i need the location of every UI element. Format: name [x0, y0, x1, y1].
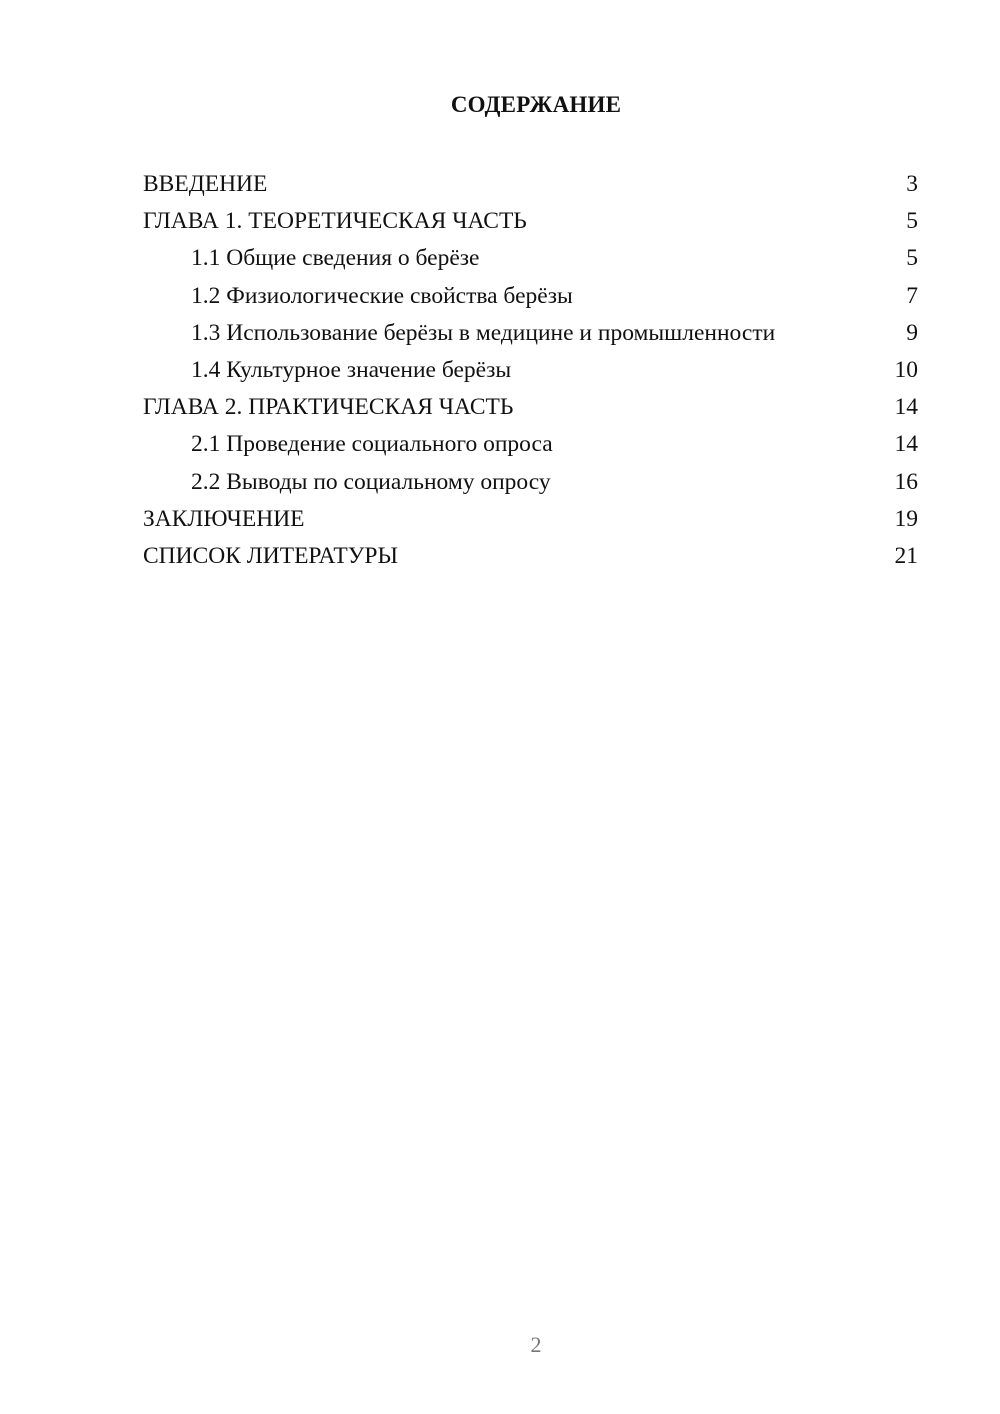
toc-entry-label: ГЛАВА 1. ТЕОРЕТИЧЕСКАЯ ЧАСТЬ [143, 208, 527, 235]
toc-entry-label: 1.2 Физиологические свойства берёзы [191, 282, 573, 309]
toc-entry-page: 21 [894, 542, 918, 569]
toc-entry-page: 14 [894, 431, 918, 458]
toc-entry-chapter-1[interactable] [143, 203, 918, 240]
toc-entry-label: СПИСОК ЛИТЕРАТУРЫ [143, 542, 398, 569]
toc-entry-label: 1.1 Общие сведения о берёзе [191, 245, 480, 272]
toc-entry-page: 3 [906, 171, 918, 198]
toc-entry-section-1-4[interactable] [143, 352, 918, 389]
toc-entry-section-2-1[interactable] [143, 426, 918, 463]
toc-entry-label: 2.1 Проведение социального опроса [191, 431, 553, 458]
toc-entry-section-1-2[interactable] [143, 278, 918, 315]
page-title: СОДЕРЖАНИЕ [450, 92, 622, 117]
page-number: 2 [530, 1332, 542, 1357]
toc-entry-page: 5 [906, 245, 918, 272]
toc-entry-section-2-2[interactable] [143, 464, 918, 501]
toc-entry-page: 10 [894, 357, 918, 384]
toc-entry-section-1-3[interactable] [143, 315, 918, 352]
table-of-contents [143, 166, 918, 575]
toc-entry-label: ЗАКЛЮЧЕНИЕ [143, 505, 305, 532]
toc-entry-label: ВВЕДЕНИЕ [143, 171, 268, 198]
toc-entry-chapter-2[interactable] [143, 389, 918, 426]
toc-entry-section-1-1[interactable] [143, 240, 918, 277]
toc-entry-label: ГЛАВА 2. ПРАКТИЧЕСКАЯ ЧАСТЬ [143, 394, 514, 421]
toc-entry-page: 7 [906, 282, 918, 309]
toc-entry-introduction[interactable] [143, 166, 918, 203]
toc-entry-page: 5 [906, 208, 918, 235]
toc-entry-page: 9 [906, 319, 918, 346]
toc-entry-label: 1.4 Культурное значение берёзы [191, 357, 512, 384]
toc-entry-page: 16 [894, 468, 918, 495]
toc-entry-label: 2.2 Выводы по социальному опросу [191, 468, 551, 495]
toc-entry-page: 19 [894, 505, 918, 532]
toc-entry-references[interactable] [143, 538, 918, 575]
toc-entry-page: 14 [894, 394, 918, 421]
toc-entry-label: 1.3 Использование берёзы в медицине и промышленности [191, 319, 776, 346]
toc-entry-conclusion[interactable] [143, 501, 918, 538]
